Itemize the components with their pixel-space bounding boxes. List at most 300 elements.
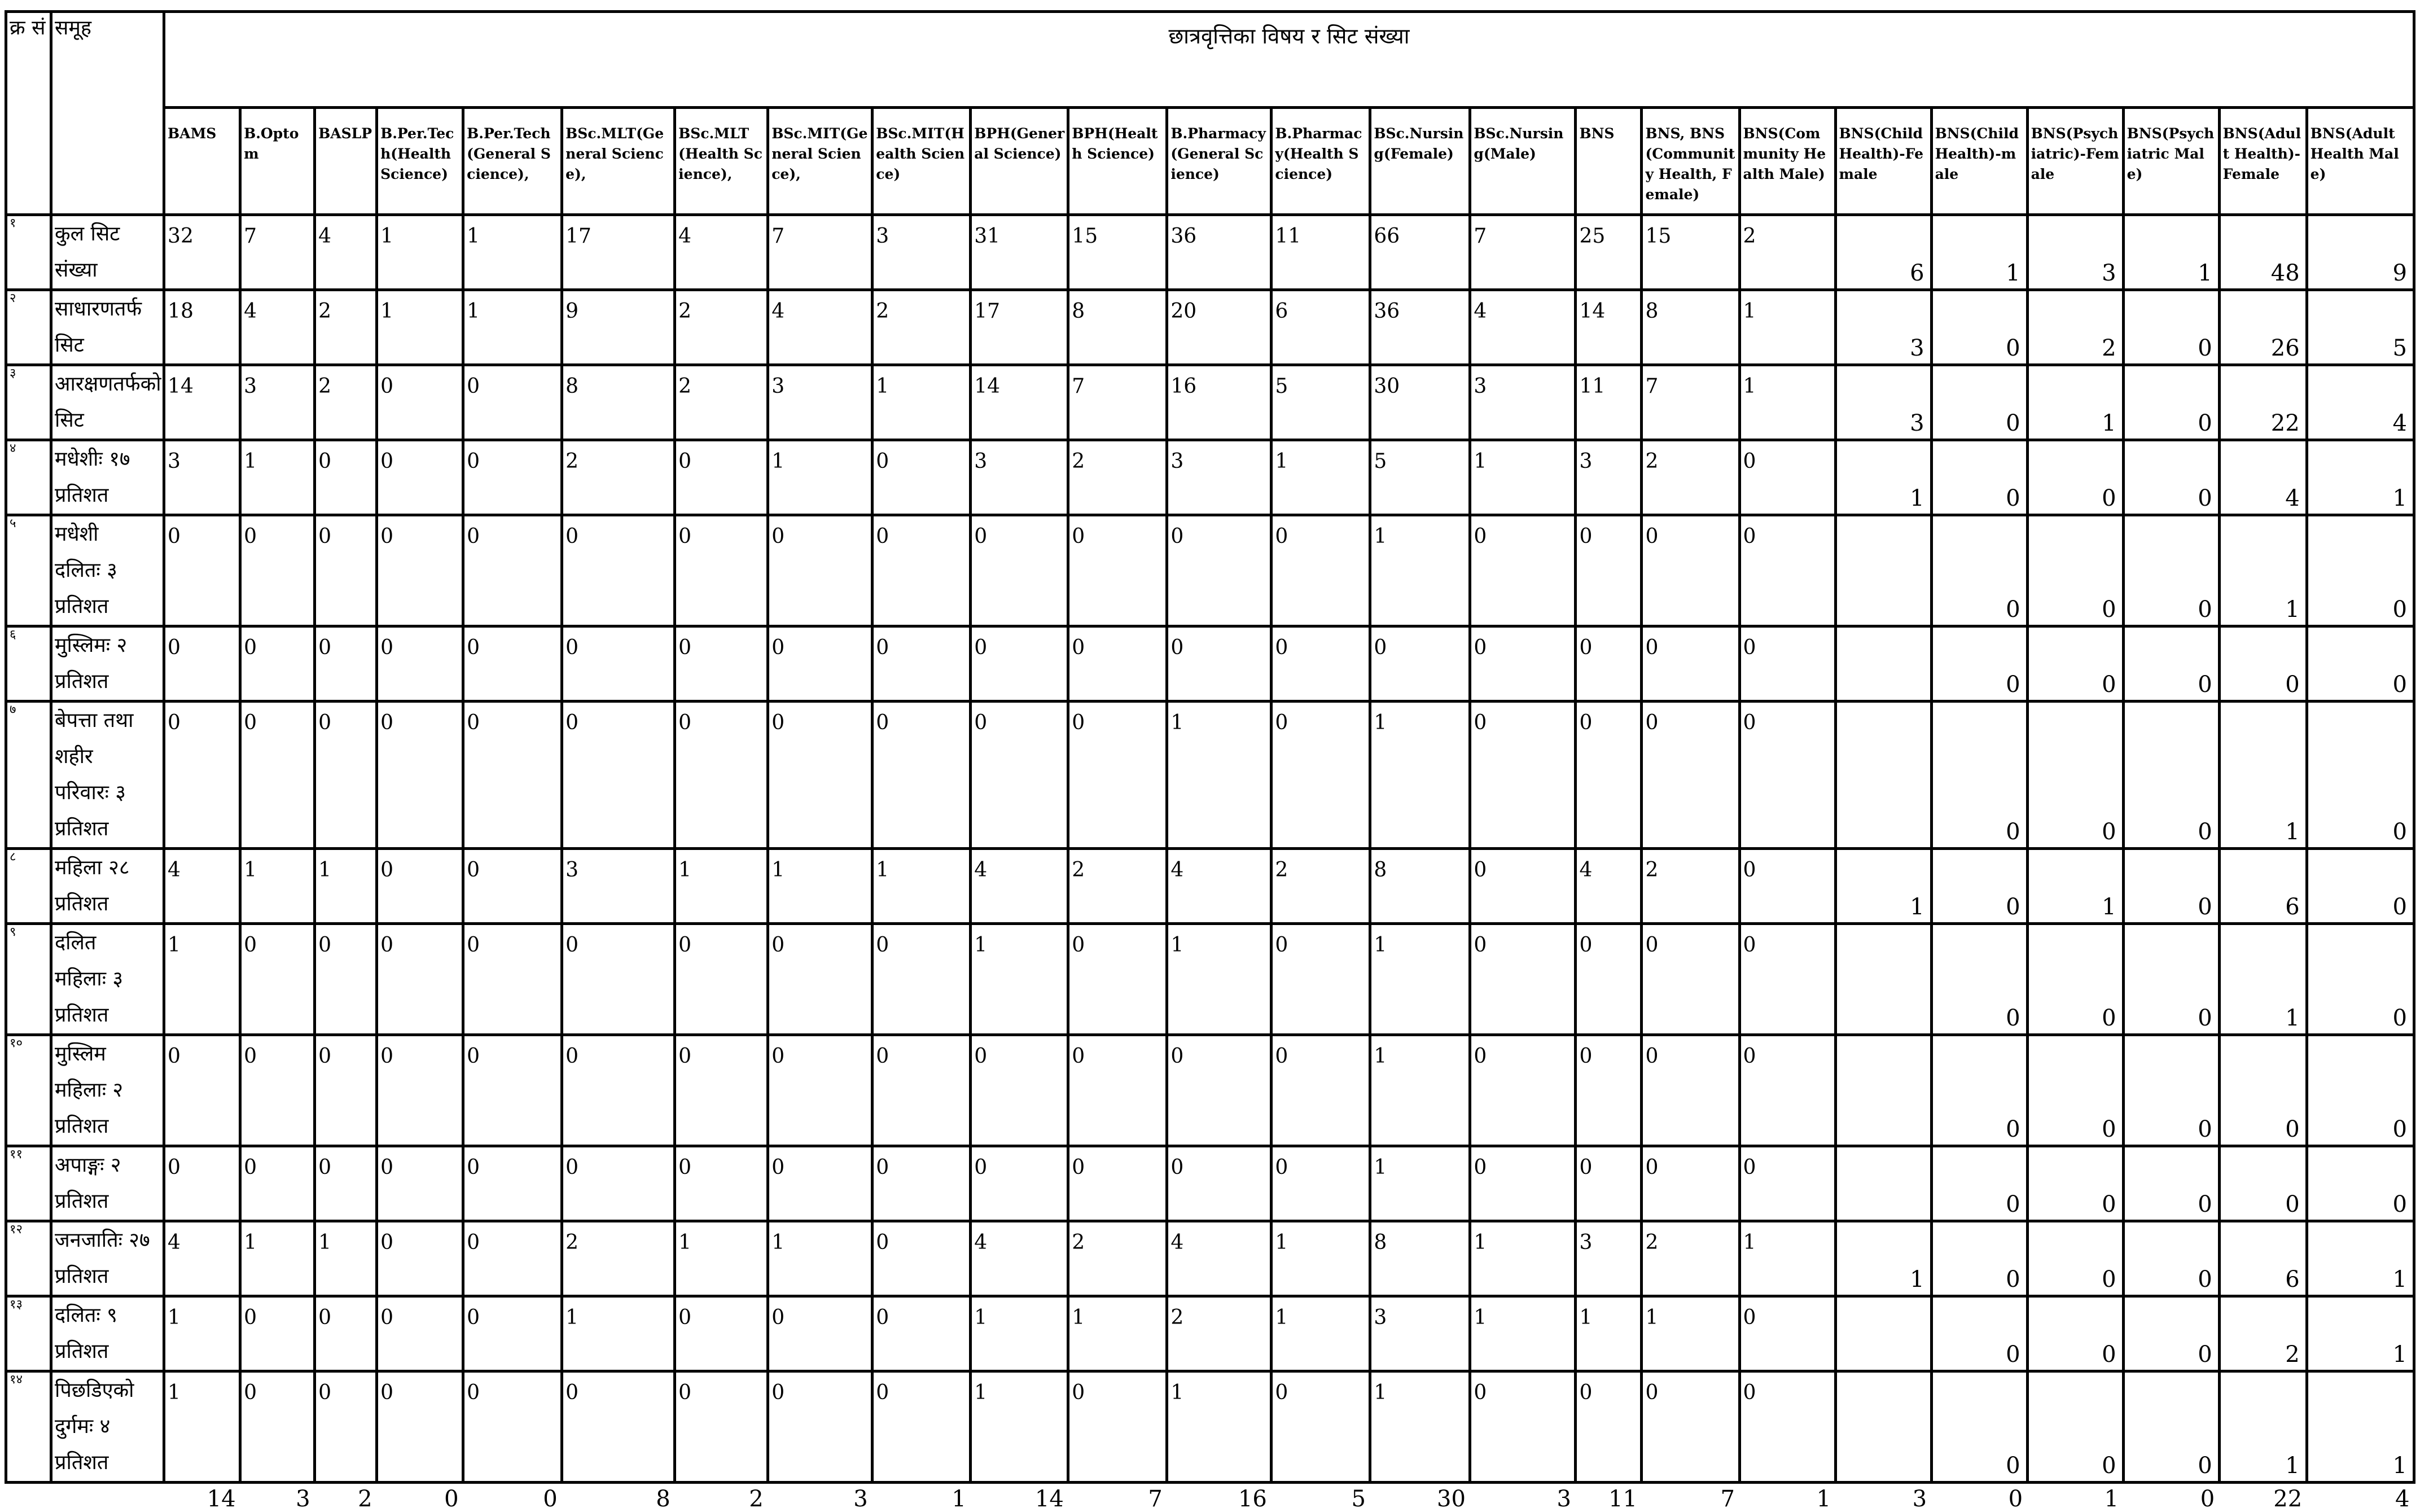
seat-count-cell: 1 — [164, 1296, 240, 1371]
total-value: 11 — [1576, 1483, 1642, 1512]
seat-count-cell: 0 — [562, 515, 675, 626]
seat-count-cell: 2 — [562, 1221, 675, 1296]
seat-count-cell: 0 — [873, 1221, 971, 1296]
subject-header: B.Pharmacy(Health Science) — [1272, 108, 1370, 215]
seat-count-cell: 0 — [1931, 1221, 2027, 1296]
subject-header: BNS(Adult Health Male) — [2307, 108, 2414, 215]
seat-count-cell: 0 — [377, 1221, 463, 1296]
seat-count-cell: 0 — [377, 440, 463, 515]
seat-count-cell: 0 — [377, 626, 463, 702]
subject-header: BNS, BNS(Community Health, Female) — [1642, 108, 1739, 215]
seat-count-cell: 0 — [971, 1146, 1068, 1221]
group-name-line: मधेशीः १७ — [55, 441, 158, 477]
seat-count-cell: 7 — [240, 215, 315, 290]
total-value: 1 — [2027, 1483, 2123, 1512]
subject-header: BSc.MLT(General Science), — [562, 108, 675, 215]
group-name — [51, 1146, 164, 1221]
header-row — [6, 12, 2414, 108]
group-name-line: प्रतिशत — [55, 664, 158, 700]
seat-count-cell: 0 — [562, 1035, 675, 1146]
seat-count-cell: 1 — [1272, 1221, 1370, 1296]
group-name — [51, 1035, 164, 1146]
seat-count-cell: 1 — [1470, 1296, 1576, 1371]
group-name-line: पिछडिएको — [55, 1373, 158, 1409]
totals-row — [6, 1483, 2414, 1512]
subject-header: B.Pharmacy(General Science) — [1167, 108, 1272, 215]
seat-count-cell: 31 — [971, 215, 1068, 290]
group-name — [51, 440, 164, 515]
seat-count-cell: 26 — [2219, 290, 2307, 365]
seat-count-cell: 0 — [463, 1146, 562, 1221]
group-name-line: प्रतिशत — [55, 1108, 158, 1145]
seat-count-cell: 0 — [1167, 515, 1272, 626]
seat-count-cell: 0 — [873, 515, 971, 626]
seat-count-cell: 0 — [1272, 626, 1370, 702]
seat-count-cell: 0 — [1931, 626, 2027, 702]
seat-count-cell: 1 — [1272, 1296, 1370, 1371]
seat-count-cell: 1 — [1470, 1221, 1576, 1296]
seat-count-cell: 32 — [164, 215, 240, 290]
seat-count-cell: 36 — [1370, 290, 1470, 365]
subject-header: BPH(General Science) — [971, 108, 1068, 215]
total-value: 3 — [240, 1483, 315, 1512]
group-name-line: दुर्गमः ४ — [55, 1409, 158, 1445]
seat-count-cell: 0 — [562, 626, 675, 702]
seat-count-cell: 0 — [768, 1371, 873, 1483]
seat-count-cell: 0 — [463, 1221, 562, 1296]
seat-count-cell: 0 — [2307, 702, 2414, 849]
seat-count-cell: 0 — [2307, 849, 2414, 924]
seat-count-cell: 18 — [164, 290, 240, 365]
group-name-line: मधेशी — [55, 516, 158, 553]
seat-count-cell: 4 — [164, 1221, 240, 1296]
seat-count-cell: 1 — [463, 215, 562, 290]
seat-count-cell: 0 — [1739, 1371, 1835, 1483]
seat-count-cell: 1 — [971, 1371, 1068, 1483]
subject-header: BSc.MIT(Health Science) — [873, 108, 971, 215]
seat-count-cell: 3 — [562, 849, 675, 924]
seat-count-cell: 0 — [1576, 1035, 1642, 1146]
seat-count-cell — [1835, 626, 1931, 702]
seat-count-cell: 0 — [1576, 515, 1642, 626]
serial-number: ३ — [6, 365, 51, 440]
seat-count-cell: 0 — [463, 626, 562, 702]
seat-count-cell: 3 — [1835, 290, 1931, 365]
seat-count-cell: 4 — [240, 290, 315, 365]
subject-header: BPH(Health Science) — [1068, 108, 1167, 215]
subject-header: BNS(Community Health Male) — [1739, 108, 1835, 215]
seat-count-cell: 0 — [2123, 290, 2219, 365]
seat-count-cell: 66 — [1370, 215, 1470, 290]
seat-count-cell: 0 — [873, 702, 971, 849]
group-name-line: प्रतिशत — [55, 997, 158, 1033]
table-row — [6, 849, 2414, 924]
group-name — [51, 1221, 164, 1296]
seat-count-cell: 1 — [1370, 702, 1470, 849]
seat-count-cell: 0 — [1470, 1035, 1576, 1146]
subject-header: BNS — [1576, 108, 1642, 215]
seat-count-cell: 1 — [2219, 1371, 2307, 1483]
seat-count-cell: 0 — [1642, 1371, 1739, 1483]
seat-count-cell: 1 — [1370, 1371, 1470, 1483]
seat-count-cell: 1 — [2219, 702, 2307, 849]
seat-count-cell: 0 — [1739, 440, 1835, 515]
seat-count-cell — [1835, 1296, 1931, 1371]
seat-count-cell: 2 — [1642, 849, 1739, 924]
seat-count-cell: 0 — [2027, 440, 2123, 515]
seat-count-cell: 0 — [1739, 924, 1835, 1035]
seat-count-cell: 3 — [2027, 215, 2123, 290]
seat-count-cell: 0 — [1470, 849, 1576, 924]
seat-count-cell: 5 — [1370, 440, 1470, 515]
group-name-line: प्रतिशत — [55, 811, 158, 847]
seat-count-cell: 0 — [2027, 1146, 2123, 1221]
seat-count-cell: 2 — [873, 290, 971, 365]
seat-count-cell: 0 — [1576, 1146, 1642, 1221]
seat-count-cell: 4 — [971, 849, 1068, 924]
seat-count-cell: 1 — [1931, 215, 2027, 290]
subject-header: BASLP — [315, 108, 377, 215]
seat-count-cell: 2 — [2219, 1296, 2307, 1371]
total-value: 14 — [971, 1483, 1068, 1512]
seat-count-cell: 48 — [2219, 215, 2307, 290]
seat-count-cell: 3 — [971, 440, 1068, 515]
seat-count-cell: 0 — [1739, 515, 1835, 626]
table-row — [6, 1035, 2414, 1146]
seat-count-cell: 1 — [1835, 849, 1931, 924]
seat-count-cell: 4 — [971, 1221, 1068, 1296]
seat-count-cell: 0 — [377, 849, 463, 924]
seat-count-cell: 0 — [2123, 702, 2219, 849]
table-row — [6, 626, 2414, 702]
seat-count-cell: 0 — [1167, 626, 1272, 702]
seat-count-cell: 1 — [1470, 440, 1576, 515]
seat-count-cell — [1835, 702, 1931, 849]
seat-count-cell: 0 — [240, 1296, 315, 1371]
table-row — [6, 1371, 2414, 1483]
group-name-line: महिला २८ — [55, 850, 158, 886]
seat-count-cell: 0 — [1272, 1035, 1370, 1146]
total-value: 2 — [675, 1483, 768, 1512]
seat-count-cell: 0 — [1931, 1296, 2027, 1371]
seat-count-cell: 0 — [562, 702, 675, 849]
seat-count-cell: 0 — [675, 1371, 768, 1483]
seat-count-cell: 1 — [1370, 1146, 1470, 1221]
total-value: 22 — [2219, 1483, 2307, 1512]
seat-count-cell: 0 — [675, 1296, 768, 1371]
seat-count-cell: 0 — [1470, 924, 1576, 1035]
group-name-line: प्रतिशत — [55, 1184, 158, 1220]
seat-count-cell: 0 — [1470, 515, 1576, 626]
serial-number: १३ — [6, 1296, 51, 1371]
subject-header: BNS(Psychiatric Male) — [2123, 108, 2219, 215]
seat-count-cell: 0 — [1272, 924, 1370, 1035]
seat-count-cell: 0 — [2123, 1035, 2219, 1146]
seat-count-cell: 0 — [1470, 702, 1576, 849]
seat-count-cell: 2 — [1068, 849, 1167, 924]
seat-count-cell: 1 — [1739, 290, 1835, 365]
group-name-line: महिलाः ३ — [55, 961, 158, 997]
seat-count-cell: 0 — [315, 924, 377, 1035]
seat-count-cell: 0 — [1068, 702, 1167, 849]
scholarship-seat-table — [5, 10, 2415, 1512]
seat-count-cell: 0 — [768, 1296, 873, 1371]
total-value: 4 — [2307, 1483, 2414, 1512]
seat-count-cell: 6 — [1835, 215, 1931, 290]
seat-count-cell: 0 — [463, 515, 562, 626]
seat-count-cell: 0 — [315, 1371, 377, 1483]
subject-header: BSc.Nursing(Female) — [1370, 108, 1470, 215]
seat-count-cell: 0 — [377, 365, 463, 440]
subject-header: B.Per.Tech(General Science), — [463, 108, 562, 215]
seat-count-cell: 6 — [2219, 849, 2307, 924]
subject-header: BNS(Child Health)-male — [1931, 108, 2027, 215]
group-header: समूह — [51, 12, 164, 215]
subject-header: B.Per.Tech(Health Science) — [377, 108, 463, 215]
seat-count-cell: 0 — [1272, 515, 1370, 626]
group-name — [51, 215, 164, 290]
subject-header-row — [6, 108, 2414, 215]
seat-count-cell: 0 — [377, 924, 463, 1035]
total-value: 0 — [463, 1483, 562, 1512]
seat-count-cell: 2 — [675, 365, 768, 440]
seat-count-cell: 0 — [971, 702, 1068, 849]
seat-count-cell: 2 — [1167, 1296, 1272, 1371]
seat-count-cell: 0 — [1931, 365, 2027, 440]
seat-count-cell: 7 — [1642, 365, 1739, 440]
totals-spacer — [51, 1483, 164, 1512]
group-name-line: दलित — [55, 925, 158, 961]
serial-header: क्र सं — [6, 12, 51, 215]
seat-count-cell: 0 — [2307, 1035, 2414, 1146]
seat-count-cell: 3 — [164, 440, 240, 515]
seat-count-cell: 11 — [1576, 365, 1642, 440]
seat-count-cell: 0 — [1167, 1146, 1272, 1221]
subject-header: BSc.MLT(Health Science), — [675, 108, 768, 215]
seat-count-cell: 0 — [463, 924, 562, 1035]
seat-count-cell: 0 — [315, 440, 377, 515]
seat-count-cell: 0 — [971, 515, 1068, 626]
group-name-line: प्रतिशत — [55, 1334, 158, 1370]
seat-count-cell: 4 — [315, 215, 377, 290]
seat-count-cell: 9 — [2307, 215, 2414, 290]
seat-count-cell: 2 — [1739, 215, 1835, 290]
seat-count-cell: 0 — [377, 702, 463, 849]
seat-count-cell: 1 — [971, 924, 1068, 1035]
total-value: 0 — [377, 1483, 463, 1512]
seat-count-cell: 2 — [315, 365, 377, 440]
table-row — [6, 440, 2414, 515]
seat-count-cell: 0 — [1931, 1035, 2027, 1146]
seat-count-cell: 1 — [2219, 924, 2307, 1035]
total-value: 3 — [1835, 1483, 1931, 1512]
seat-count-cell: 3 — [1576, 440, 1642, 515]
seat-count-cell: 1 — [463, 290, 562, 365]
seat-count-cell: 0 — [315, 1035, 377, 1146]
seat-count-cell: 0 — [2027, 1296, 2123, 1371]
total-value: 5 — [1272, 1483, 1370, 1512]
seat-count-cell: 0 — [1470, 1371, 1576, 1483]
seat-count-cell: 0 — [1576, 626, 1642, 702]
seat-count-cell: 0 — [1272, 1146, 1370, 1221]
seat-count-cell: 0 — [315, 1296, 377, 1371]
seat-count-cell: 0 — [768, 702, 873, 849]
total-value: 14 — [164, 1483, 240, 1512]
seat-count-cell: 0 — [164, 515, 240, 626]
seat-count-cell: 1 — [1167, 702, 1272, 849]
seat-count-cell: 0 — [463, 1371, 562, 1483]
group-name-line: मुस्लिम — [55, 1036, 158, 1072]
group-name — [51, 290, 164, 365]
seat-count-cell: 0 — [1470, 626, 1576, 702]
group-name-line: दलितः ३ — [55, 553, 158, 589]
seat-count-cell: 0 — [240, 626, 315, 702]
seat-count-cell: 0 — [1931, 924, 2027, 1035]
seat-count-cell: 0 — [1931, 440, 2027, 515]
seat-count-cell: 1 — [873, 849, 971, 924]
seat-count-cell: 0 — [164, 626, 240, 702]
seat-count-cell: 0 — [768, 626, 873, 702]
seat-count-cell: 0 — [315, 1146, 377, 1221]
serial-number: १४ — [6, 1371, 51, 1483]
seat-count-cell: 7 — [1470, 215, 1576, 290]
seat-count-cell: 0 — [1739, 626, 1835, 702]
seat-count-cell: 0 — [240, 702, 315, 849]
seat-count-cell: 1 — [2307, 440, 2414, 515]
total-value: 8 — [562, 1483, 675, 1512]
seat-count-cell: 0 — [1642, 702, 1739, 849]
seat-count-cell: 0 — [2123, 1296, 2219, 1371]
seat-count-cell: 0 — [240, 1146, 315, 1221]
seat-count-cell: 0 — [1739, 702, 1835, 849]
seat-count-cell: 0 — [240, 1035, 315, 1146]
seat-count-cell: 1 — [2027, 849, 2123, 924]
seat-count-cell: 0 — [1370, 626, 1470, 702]
seat-count-cell: 0 — [315, 515, 377, 626]
seat-count-cell: 1 — [675, 849, 768, 924]
table-row — [6, 1221, 2414, 1296]
seat-count-cell: 0 — [675, 440, 768, 515]
seat-count-cell: 0 — [2219, 1035, 2307, 1146]
seat-count-cell: 0 — [2027, 702, 2123, 849]
seat-count-cell: 1 — [1167, 1371, 1272, 1483]
seat-count-cell: 8 — [1068, 290, 1167, 365]
seat-count-cell: 0 — [377, 1035, 463, 1146]
seat-count-cell: 0 — [675, 1035, 768, 1146]
seat-count-cell: 0 — [2027, 626, 2123, 702]
seat-count-cell: 0 — [2123, 515, 2219, 626]
seat-count-cell: 1 — [1370, 924, 1470, 1035]
seat-count-cell: 4 — [1167, 1221, 1272, 1296]
group-name — [51, 924, 164, 1035]
seat-count-cell: 1 — [377, 215, 463, 290]
seat-count-cell: 0 — [1642, 626, 1739, 702]
seat-count-cell: 0 — [377, 515, 463, 626]
seat-count-cell: 4 — [2219, 440, 2307, 515]
seat-count-cell: 0 — [2027, 1035, 2123, 1146]
seat-count-cell: 0 — [1931, 290, 2027, 365]
group-name-line: मुस्लिमः २ — [55, 628, 158, 664]
seat-count-cell: 0 — [1272, 702, 1370, 849]
seat-count-cell: 7 — [768, 215, 873, 290]
seat-count-cell: 0 — [1470, 1146, 1576, 1221]
seat-count-cell: 0 — [1642, 1035, 1739, 1146]
seat-count-cell: 0 — [315, 626, 377, 702]
seat-count-cell: 3 — [873, 215, 971, 290]
seat-count-cell — [1835, 1146, 1931, 1221]
seat-count-cell: 0 — [1739, 1146, 1835, 1221]
seat-count-cell: 0 — [873, 1296, 971, 1371]
seat-count-cell: 0 — [1068, 515, 1167, 626]
seat-count-cell: 0 — [873, 924, 971, 1035]
seat-count-cell: 0 — [562, 1371, 675, 1483]
subject-header: BNS(Adult Health)-Female — [2219, 108, 2307, 215]
seat-count-cell: 1 — [164, 924, 240, 1035]
group-name-line: कुल सिट — [55, 216, 158, 252]
seat-count-cell: 2 — [1642, 440, 1739, 515]
seat-count-cell: 0 — [675, 702, 768, 849]
seat-count-cell: 1 — [1642, 1296, 1739, 1371]
table-row — [6, 702, 2414, 849]
seat-count-cell: 0 — [463, 1296, 562, 1371]
seat-count-cell: 0 — [1642, 515, 1739, 626]
seat-count-cell: 0 — [1931, 702, 2027, 849]
total-value: 7 — [1642, 1483, 1739, 1512]
table-row — [6, 365, 2414, 440]
seat-count-cell: 16 — [1167, 365, 1272, 440]
seat-count-cell: 1 — [1835, 1221, 1931, 1296]
seat-count-cell: 0 — [315, 702, 377, 849]
serial-number: १० — [6, 1035, 51, 1146]
seat-count-cell: 0 — [675, 626, 768, 702]
seat-count-cell: 0 — [2219, 626, 2307, 702]
seat-count-cell: 0 — [240, 1371, 315, 1483]
subject-header: BSc.Nursing(Male) — [1470, 108, 1576, 215]
total-value: 30 — [1370, 1483, 1470, 1512]
seat-count-cell: 0 — [2027, 1221, 2123, 1296]
seat-count-cell: 1 — [377, 290, 463, 365]
subject-header: BNS(Child Health)-Female — [1835, 108, 1931, 215]
seat-count-cell: 2 — [562, 440, 675, 515]
seat-count-cell: 0 — [463, 702, 562, 849]
seat-count-cell: 14 — [164, 365, 240, 440]
seat-count-cell: 0 — [1272, 1371, 1370, 1483]
subject-header: BSc.MIT(General Science), — [768, 108, 873, 215]
group-name-line: सिट — [55, 327, 158, 363]
seat-count-cell: 8 — [1370, 849, 1470, 924]
seat-count-cell: 0 — [240, 924, 315, 1035]
total-value: 3 — [1470, 1483, 1576, 1512]
totals-spacer — [6, 1483, 51, 1512]
seat-count-cell: 3 — [1835, 365, 1931, 440]
seat-count-cell: 0 — [1068, 626, 1167, 702]
seat-count-cell: 15 — [1642, 215, 1739, 290]
seat-count-cell: 22 — [2219, 365, 2307, 440]
group-name-line: प्रतिशत — [55, 589, 158, 625]
seat-count-cell — [1835, 515, 1931, 626]
total-value: 7 — [1068, 1483, 1167, 1512]
seat-count-cell: 2 — [2027, 290, 2123, 365]
serial-number: ९ — [6, 924, 51, 1035]
seat-count-cell — [1835, 924, 1931, 1035]
seat-count-cell: 0 — [1931, 849, 2027, 924]
serial-number: ११ — [6, 1146, 51, 1221]
group-name-line: प्रतिशत — [55, 477, 158, 514]
seat-count-cell: 0 — [1068, 1146, 1167, 1221]
total-value: 2 — [315, 1483, 377, 1512]
seat-count-cell: 1 — [1068, 1296, 1167, 1371]
seat-count-cell: 0 — [971, 626, 1068, 702]
